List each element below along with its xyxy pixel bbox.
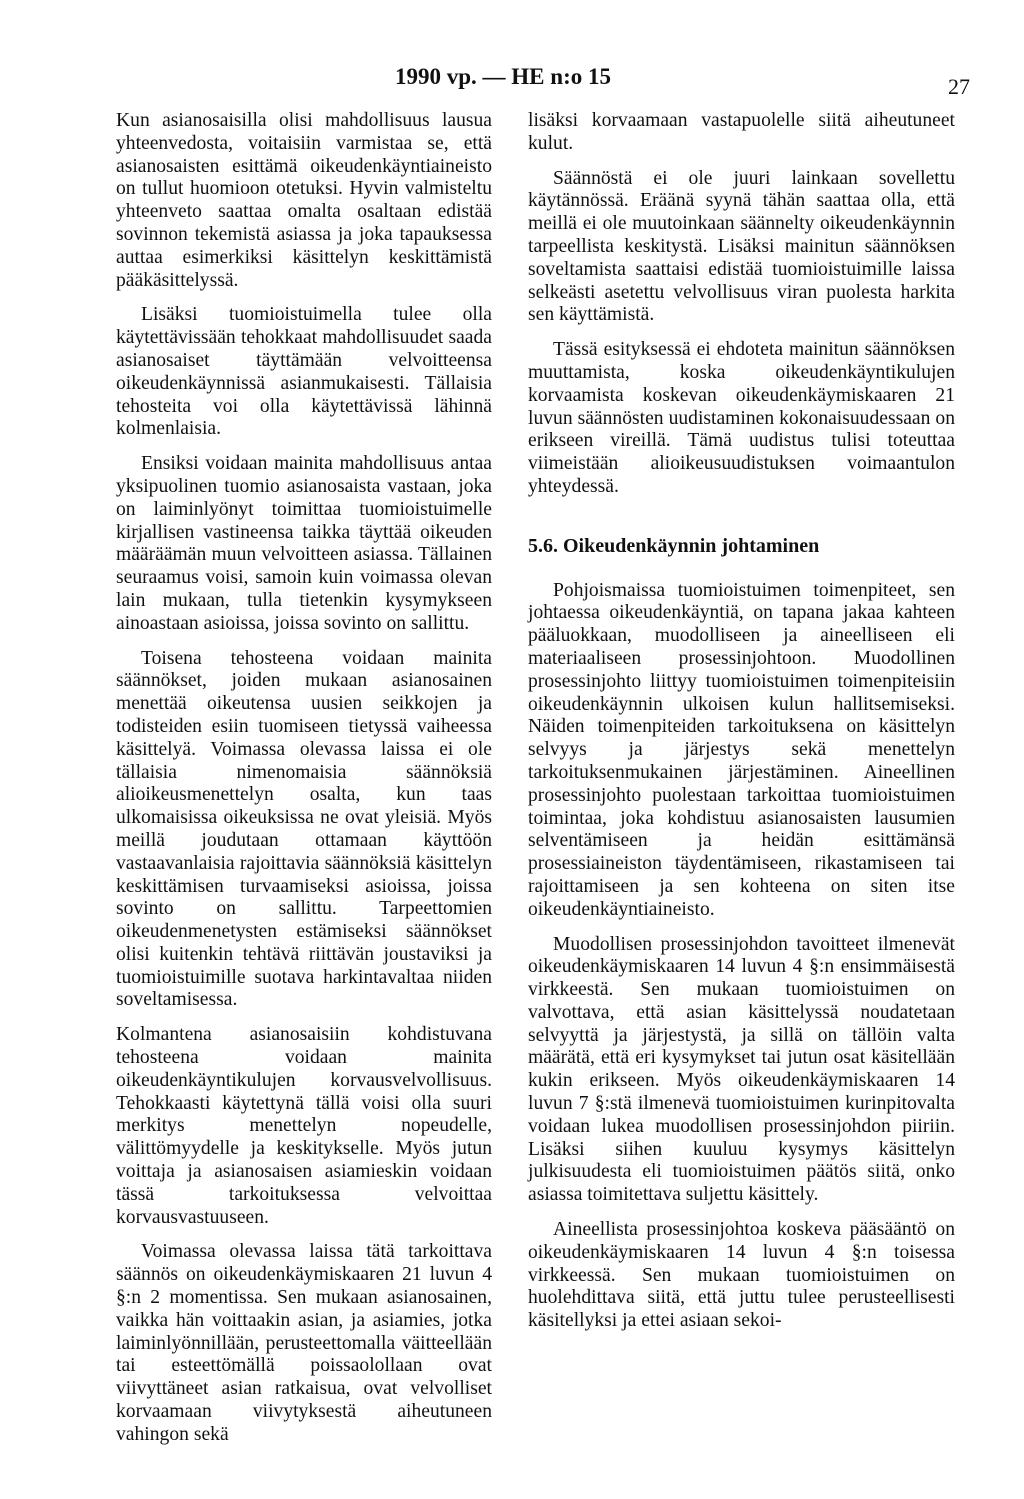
paragraph: Toisena tehosteena voidaan mainita säännökset, joiden mukaan asianosainen menettää oikeutensa uusien seikkojen ja todisteiden esiin tuomiseen tietyssä vaiheessa käsittelyä. Voimassa olevassa laissa ei ole tällaisia nimenomaisia säännöksiä alioikeusmenettelyn osalta, kun taas ulkomaisissa oikeuksissa ne ovat yleisiä. Myös meillä joudutaan ottamaan käyttöön vastaavanlaisia rajoittavia säännöksiä käsittelyn keskittämisen turvaamiseksi asioissa, joissa sovinto on sallittu. Tarpeettomien oikeudenmenetysten estämiseksi säännökset olisi kuitenkin tehtävä riittävän joustaviksi ja tuomioistuimille suotava harkintavaltaa niiden soveltamisessa. <box>116 647 492 1011</box>
paragraph: Säännöstä ei ole juuri lainkaan sovellettu käytännössä. Eräänä syynä tähän saattaa olla, että meillä ei ole muutoinkaan säännelty oikeudenkäynnin tarpeellista keskitystä. Lisäksi mainitun säännöksen soveltamista saattaisi edistää tuomioistuimille laissa selkeästi asetettu velvollisuus viran puolesta harkita sen käyttämistä. <box>528 167 955 326</box>
paragraph: Kun asianosaisilla olisi mahdollisuus lausua yhteenvedosta, voitaisiin varmistaa se, että asianosaisten esittämä oikeudenkäyntiaineisto on tullut huomioon otetuksi. Hyvin valmisteltu yhteenveto saattaa omalta osaltaan edistää sovinnon tekemistä asiassa ja joka tapauksessa auttaa esimerkiksi käsittelyn keskittämistä pääkäsittelyssä. <box>116 110 492 291</box>
right-column <box>528 110 955 1345</box>
left-column <box>116 110 492 1459</box>
paragraph: Pohjoismaissa tuomioistuimen toimenpiteet, sen johtaessa oikeudenkäyntiä, on tapana jakaa kahteen pääluokkaan, muodolliseen ja aineelliseen eli materiaaliseen prosessinjohtoon. Muodollinen prosessinjohto liittyy tuomioistuimen toimenpiteisiin oikeudenkäynnin ulkoisen kulun hallitsemiseksi. Näiden toimenpiteiden tarkoituksena on käsittelyn selvyys ja järjestys sekä menettelyn tarkoituksenmukainen järjestäminen. Aineellinen prosessinjohto puolestaan tarkoittaa tuomioistuimen toimintaa, joka kohdistuu asianosaisten lausumien selventämiseen ja heidän esittämänsä prosessiaineiston täydentämiseen, rikastamiseen tai rajoittamiseen ja sen kohteena on siten itse oikeudenkäyntiaineisto. <box>528 579 955 920</box>
page-number: 27 <box>948 74 970 99</box>
paragraph: lisäksi korvaamaan vastapuolelle siitä aiheutuneet kulut. <box>528 110 955 154</box>
paragraph: Voimassa olevassa laissa tätä tarkoittava säännös on oikeudenkäymiskaaren 21 luvun 4 §:n 2 momentissa. Sen mukaan asianosainen, vaikka hän voittaakin asian, ja asiamies, jotka laiminlyönnillään, perusteettomalla väitteellään tai esteettömällä poissaolollaan ovat viivyttäneet asian ratkaisua, ovat velvolliset korvaamaan viivytyksestä aiheutuneen vahingon sekä <box>116 1241 492 1445</box>
page-header <box>0 64 1024 104</box>
section-heading: 5.6. Oikeudenkäynnin johtaminen <box>528 534 820 557</box>
paragraph: Aineellista prosessinjohtoa koskeva pääsääntö on oikeudenkäymiskaaren 14 luvun 4 §:n toisessa virkkeessä. Sen mukaan tuomioistuimen on huolehdittava siitä, että juttu tulee perusteellisesti käsitellyksi ja ettei asiaan sekoi- <box>528 1219 955 1332</box>
paragraph: Muodollisen prosessinjohdon tavoitteet ilmenevät oikeudenkäymiskaaren 14 luvun 4 §:n ensimmäisestä virkkeestä. Sen mukaan tuomioistuimen on valvottava, että asian käsittelyssä noudatetaan selvyyttä ja järjestystä, ja sillä on tällöin valta määrätä, että eri kysymykset tai jutun osat käsitellään kukin erikseen. Myös oikeudenkäymiskaaren 14 luvun 7 §:stä ilmenevä tuomioistuimen kurinpitovalta voidaan lukea muodollisen prosessinjohdon piiriin. Lisäksi siihen kuuluu kysymys käsittelyn julkisuudesta eli tuomioistuimen päätös siitä, onko asiassa toimitettava suljettu käsittely. <box>528 933 955 1206</box>
paragraph: Ensiksi voidaan mainita mahdollisuus antaa yksipuolinen tuomio asianosaista vastaan, joka on laiminlyönyt toimittaa tuomioistuimelle kirjallisen vastineensa taikka täyttää oikeuden määräämän muun velvoitteen asiassa. Tällainen seuraamus voisi, samoin kuin voimassa olevan lain mukaan, tulla tietenkin kysymykseen ainoastaan asioissa, joissa sovinto on sallittu. <box>116 453 492 634</box>
paragraph: Lisäksi tuomioistuimella tulee olla käytettävissään tehokkaat mahdollisuudet saada asianosaiset täyttämään velvoitteensa oikeudenkäynnissä asianmukaisesti. Tällaisia tehosteita voi olla käytettävissä lähinnä kolmenlaisia. <box>116 304 492 440</box>
running-title: 1990 vp. — HE n:o 15 <box>395 64 611 89</box>
paragraph: Kolmantena asianosaisiin kohdistuvana tehosteena voidaan mainita oikeudenkäyntikulujen korvausvelvollisuus. Tehokkaasti käytettynä tällä voisi olla suuri merkitys menettelyn nopeudelle, välittömyydelle ja keskitykselle. Myös jutun voittaja ja asianosaisen asiamieskin voidaan tässä tarkoituksessa velvoittaa korvausvastuuseen. <box>116 1024 492 1228</box>
paragraph: Tässä esityksessä ei ehdoteta mainitun säännöksen muuttamista, koska oikeudenkäyntikulujen korvaamista koskevan oikeudenkäymiskaaren 21 luvun säännösten uudistaminen kokonaisuudessaan on erikseen vireillä. Tämä uudistus tulisi toteuttaa viimeistään alioikeusuudistuksen voimaantulon yhteydessä. <box>528 339 955 497</box>
